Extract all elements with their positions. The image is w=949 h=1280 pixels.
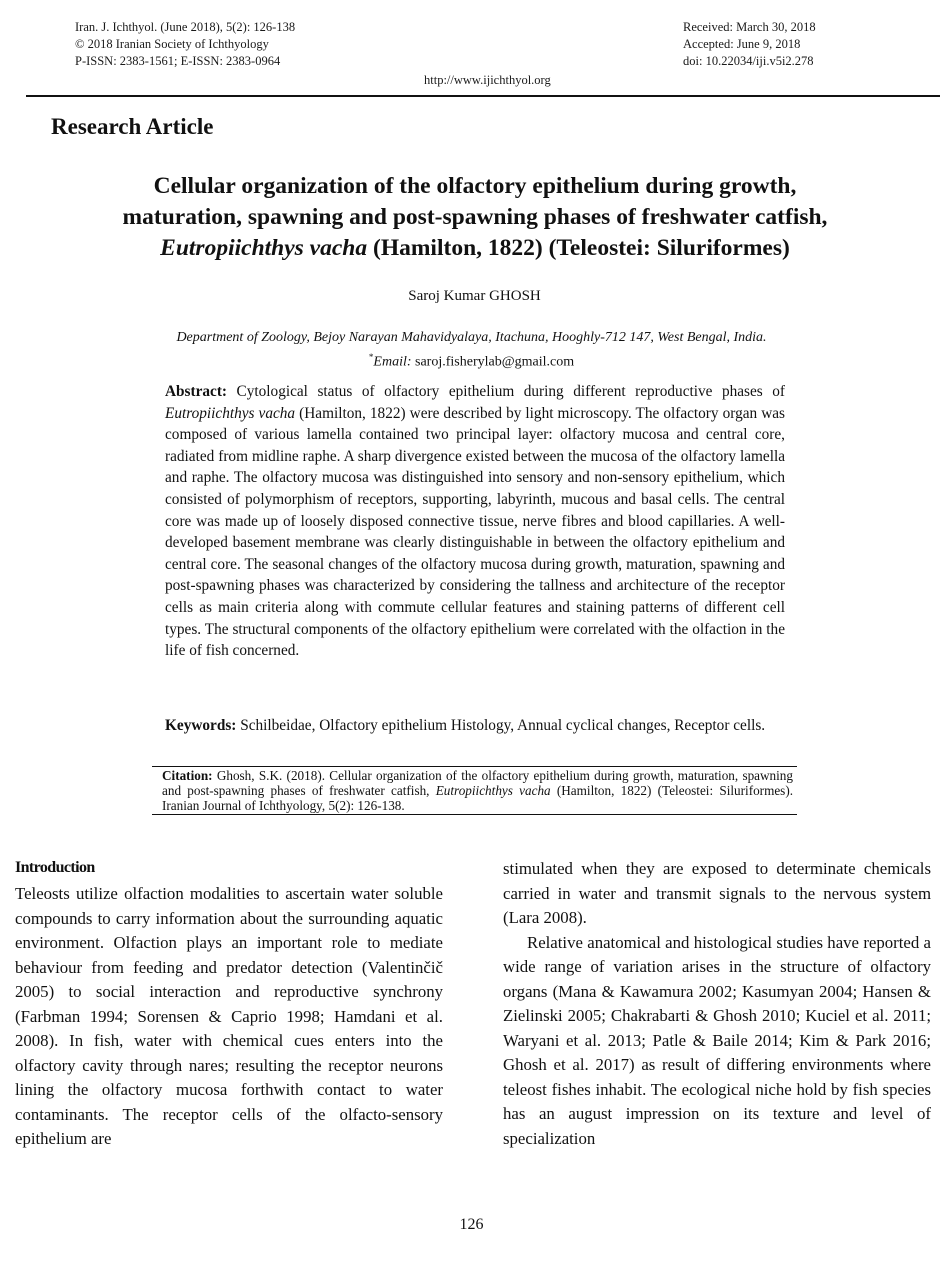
abstract-text-1: Cytological status of olfactory epithelium during different reproductive phases of: [227, 383, 785, 400]
author-affiliation: Department of Zoology, Bejoy Narayan Mahavidyalaya, Itachuna, Hooghly-712 147, West Bengal, India.: [176, 330, 767, 345]
citation-label: Citation:: [162, 768, 213, 783]
citation-text-2: (Hamilton, 1822) (Teleostei: Siluriformes). Iranian Journal of Ichthyology, 5(2): 126-138.: [162, 782, 794, 813]
right-column-paragraph-1: stimulated when they are exposed to determinate chemicals carried in water and transmit signals to the nervous system (Lara 2008).: [503, 859, 931, 927]
keywords-text: Schilbeidae, Olfactory epithelium Histology, Annual cyclical changes, Receptor cells.: [236, 717, 766, 734]
abstract-text-2: (Hamilton, 1822) were described by light microscopy. The olfactory organ was composed of various lamella contained two principal layer: olfactory mucosa and central core, radiated from midline raphe. A sharp divergence existed between the mucosa of the olfactory lamella and raphe. The olfactory mucosa was distinguished into sensory and non-sensory epithelium, which consisted of polymorphism of receptors, supporting, labyrinth, mucous and basal cells. The central core was made up of loosely disposed connective tissue, nerve fibres and blood capillaries. A well-developed basement membrane was clearly distinguishable in between the olfactory epithelium and central core. The seasonal changes of the olfactory mucosa during growth, maturation, spawning and post-spawning phases was characterized by considering the tallness and architecture of the receptor cells as main criteria along with commute cellular features and staining patterns of different cell types. The structural components of the olfactory epithelium were correlated with the olfaction in the life of fish concerned.: [165, 404, 786, 660]
corresponding-marker: *: [368, 352, 374, 362]
author-name: Saroj Kumar GHOSH: [408, 288, 541, 304]
email-address[interactable]: saroj.fisherylab@gmail.com: [411, 354, 575, 370]
journal-citation-line: Iran. J. Ichthyol. (June 2018), 5(2): 126-138: [75, 20, 296, 34]
title-line-2: maturation, spawning and post-spawning phases of freshwater catfish,: [122, 204, 828, 230]
received-date: Received: March 30, 2018: [683, 20, 816, 34]
abstract-label: Abstract:: [165, 383, 228, 400]
abstract: [165, 381, 785, 662]
header-rule: [26, 95, 940, 97]
author-email: [0, 352, 943, 371]
title-line-1: Cellular organization of the olfactory epithelium during growth,: [153, 173, 797, 199]
left-column-paragraph: Teleosts utilize olfaction modalities to ascertain water soluble compounds to carry information about the surrounding aquatic environment. Olfaction plays an important role to mediate behaviour from feeding and predator detection (Valentinčič 2005) to social interaction and reproductive synchrony (Farbman 1994; Sorensen & Caprio 1998; Hamdani et al. 2008). In fish, water with chemical cues enters into the olfactory cavity through nares; resulting the receptor neurons lining the olfactory mucosa forthwith contact to water contaminants. The receptor cells of the olfacto-sensory epithelium are: [15, 884, 443, 1148]
keywords-label: Keywords:: [165, 717, 237, 734]
title-species: Eutropiichthys vacha: [160, 235, 368, 261]
right-column: [503, 857, 931, 1151]
abstract-species: Eutropiichthys vacha: [165, 404, 296, 422]
doi-line: doi: 10.22034/iji.v5i2.278: [683, 54, 814, 68]
accepted-date: Accepted: June 9, 2018: [683, 37, 801, 51]
copyright-line: © 2018 Iranian Society of Ichthyology: [75, 37, 269, 51]
journal-url[interactable]: http://www.ijichthyol.org: [424, 73, 551, 87]
issn-line: P-ISSN: 2383-1561; E-ISSN: 2383-0964: [75, 54, 281, 68]
citation-box: [152, 766, 797, 815]
title-line-3: [40, 233, 910, 264]
title-line-3-rest: (Hamilton, 1822) (Teleostei: Siluriformes): [367, 235, 790, 261]
article-type-heading: Research Article: [51, 114, 214, 139]
keywords: [165, 716, 785, 737]
citation-species: Eutropiichthys vacha: [435, 782, 551, 798]
journal-header-left: [75, 19, 295, 70]
journal-header-right: [683, 19, 816, 70]
email-label: Email:: [373, 354, 412, 370]
right-column-paragraph-2: Relative anatomical and histological studies have reported a wide range of variation arises in the structure of olfactory organs (Mana & Kawamura 2002; Kasumyan 2004; Hansen & Zielinski 2005; Chakrabarti & Ghosh 2010; Kuciel et al. 2011; Waryani et al. 2013; Patle & Baile 2014; Kim & Park 2016; Ghosh et al. 2017) as result of differing environments where teleost fishes inhabit. The ecological niche hold by fish species has an august impression on its texture and level of specialization: [503, 932, 931, 1148]
citation-text-1: Ghosh, S.K. (2018). Cellular organization of the olfactory epithelium during growth, maturation, spawning and post-spawning phases of freshwater catfish,: [162, 768, 793, 798]
article-title: [40, 171, 910, 264]
page-number: 126: [459, 1216, 484, 1233]
introduction-heading: Introduction: [15, 859, 95, 876]
